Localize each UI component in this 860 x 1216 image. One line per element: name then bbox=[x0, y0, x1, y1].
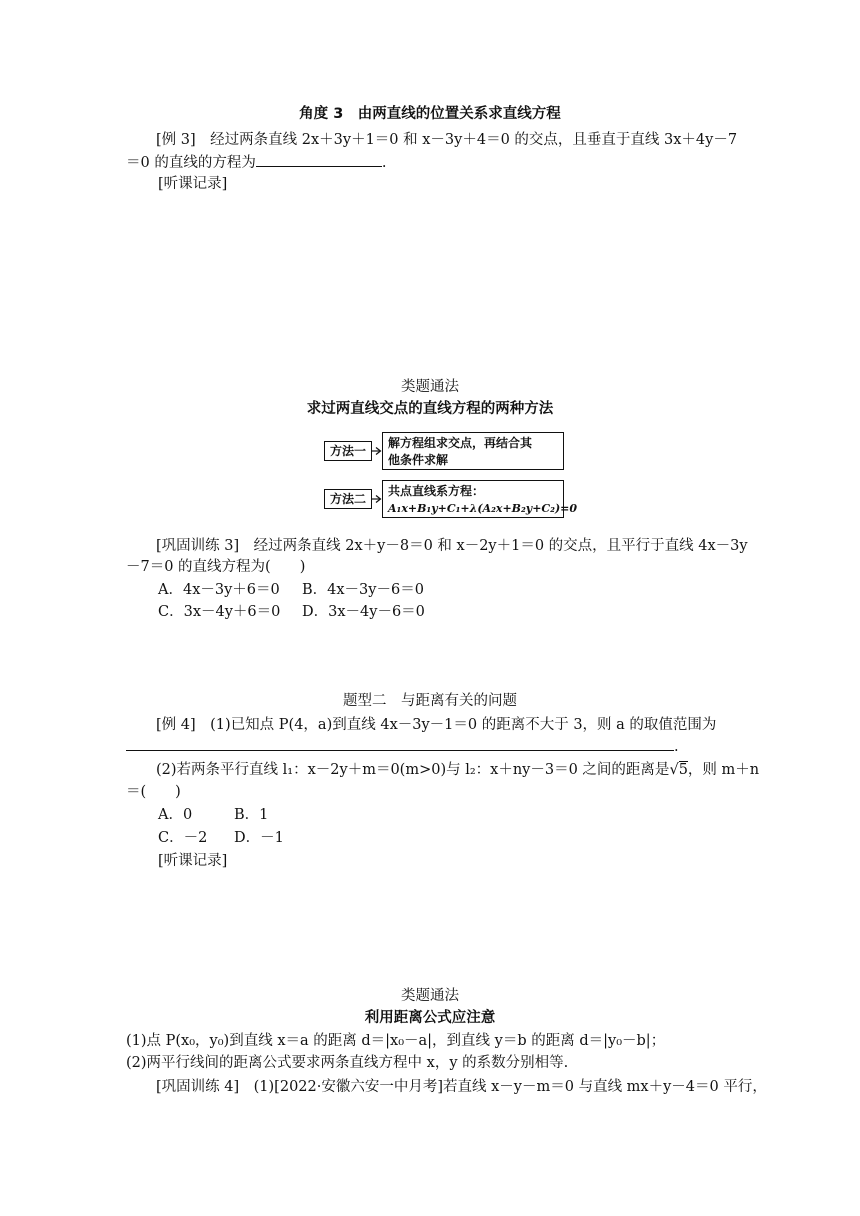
answer-blank bbox=[126, 736, 674, 751]
exercise3-option-a: A．4x－3y＋6＝0 bbox=[158, 582, 280, 598]
methods-diagram bbox=[324, 432, 584, 524]
arrow-right-icon bbox=[371, 494, 382, 504]
example3-text: ＝0 的直线的方程为 bbox=[126, 155, 256, 171]
exercise3-option-c: C．3x－4y＋6＝0 bbox=[158, 604, 281, 620]
method1-label-box: 方法一 bbox=[324, 441, 372, 461]
example4-period: . bbox=[674, 739, 679, 755]
example4-part2-text-a: (2)若两条平行直线 l₁：x－2y＋m＝0(m>0)与 l₂：x＋ny－3＝0 之间的距离是 bbox=[156, 762, 670, 778]
method2-point1: (1)点 P(x₀，y₀)到直线 x＝a 的距离 d＝|x₀－a|，到直线 y＝b 的距离 d＝|y₀－b|； bbox=[126, 1033, 666, 1049]
notes-label-2: [听课记录] bbox=[158, 853, 228, 869]
section-title-type2: 题型二 与距离有关的问题 bbox=[343, 693, 517, 709]
example4-answer-line bbox=[126, 736, 679, 757]
example3-line2 bbox=[126, 152, 386, 173]
method2-formula: A₁x+B₁y+C₁+λ(A₂x+B₂y+C₂)=0 bbox=[388, 502, 578, 515]
method1-text-box bbox=[382, 432, 564, 470]
example4-line1: [例 4] (1)已知点 P(4，a)到直线 4x－3y－1＝0 的距离不大于 3，则 a 的取值范围为 bbox=[156, 717, 717, 733]
section-title-angle3: 角度 3 由两直线的位置关系求直线方程 bbox=[299, 106, 561, 122]
example4-option-c: C．－2 bbox=[158, 830, 208, 846]
sqrt-symbol: √5 bbox=[669, 762, 688, 778]
method-summary-heading-2: 类题通法 bbox=[401, 988, 459, 1004]
exercise3-option-d: D．3x－4y－6＝0 bbox=[302, 604, 425, 620]
arrow-right-icon bbox=[371, 446, 382, 456]
exercise3-option-b: B．4x－3y－6＝0 bbox=[302, 582, 424, 598]
sqrt-radicand: 5 bbox=[678, 762, 688, 778]
example4-part2-line1 bbox=[156, 760, 759, 780]
method2-point2: (2)两平行线间的距离公式要求两条直线方程中 x，y 的系数分别相等. bbox=[126, 1055, 569, 1071]
method2-text-line1: 共点直线系方程： bbox=[388, 484, 485, 498]
exercise3-line1: [巩固训练 3] 经过两条直线 2x＋y－8＝0 和 x－2y＋1＝0 的交点，且平行于直线 4x－3y bbox=[156, 538, 748, 554]
method1-text-line1: 解方程组求交点，再结合其 bbox=[388, 436, 533, 450]
answer-blank bbox=[256, 152, 382, 167]
method1-text-line2: 他条件求解 bbox=[388, 453, 449, 467]
example4-option-d: D．－1 bbox=[234, 830, 284, 846]
method-summary-heading-1: 类题通法 bbox=[401, 379, 459, 395]
example3-line1: [例 3] 经过两条直线 2x＋3y＋1＝0 和 x－3y＋4＝0 的交点，且垂直于直线 3x＋4y－7 bbox=[156, 132, 738, 148]
example4-option-b: B．1 bbox=[234, 807, 269, 823]
method2-text-box bbox=[382, 480, 578, 518]
method-summary-subheading-2: 利用距离公式应注意 bbox=[364, 1010, 496, 1026]
method-summary-subheading-1: 求过两直线交点的直线方程的两种方法 bbox=[306, 401, 554, 417]
exercise4-line1: [巩固训练 4] (1)[2022·安徽六安一中月考]若直线 x－y－m＝0 与直线 mx＋y－4＝0 平行， bbox=[156, 1079, 767, 1095]
example4-part2-line2: ＝( ) bbox=[126, 784, 181, 800]
exercise3-line2: －7＝0 的直线方程为( ) bbox=[126, 559, 306, 575]
example4-part2-text-b: ，则 m＋n bbox=[687, 762, 760, 778]
example3-period: . bbox=[381, 155, 387, 171]
example4-option-a: A．0 bbox=[158, 807, 193, 823]
method2-label-box: 方法二 bbox=[324, 489, 372, 509]
notes-label-1: [听课记录] bbox=[158, 176, 228, 192]
